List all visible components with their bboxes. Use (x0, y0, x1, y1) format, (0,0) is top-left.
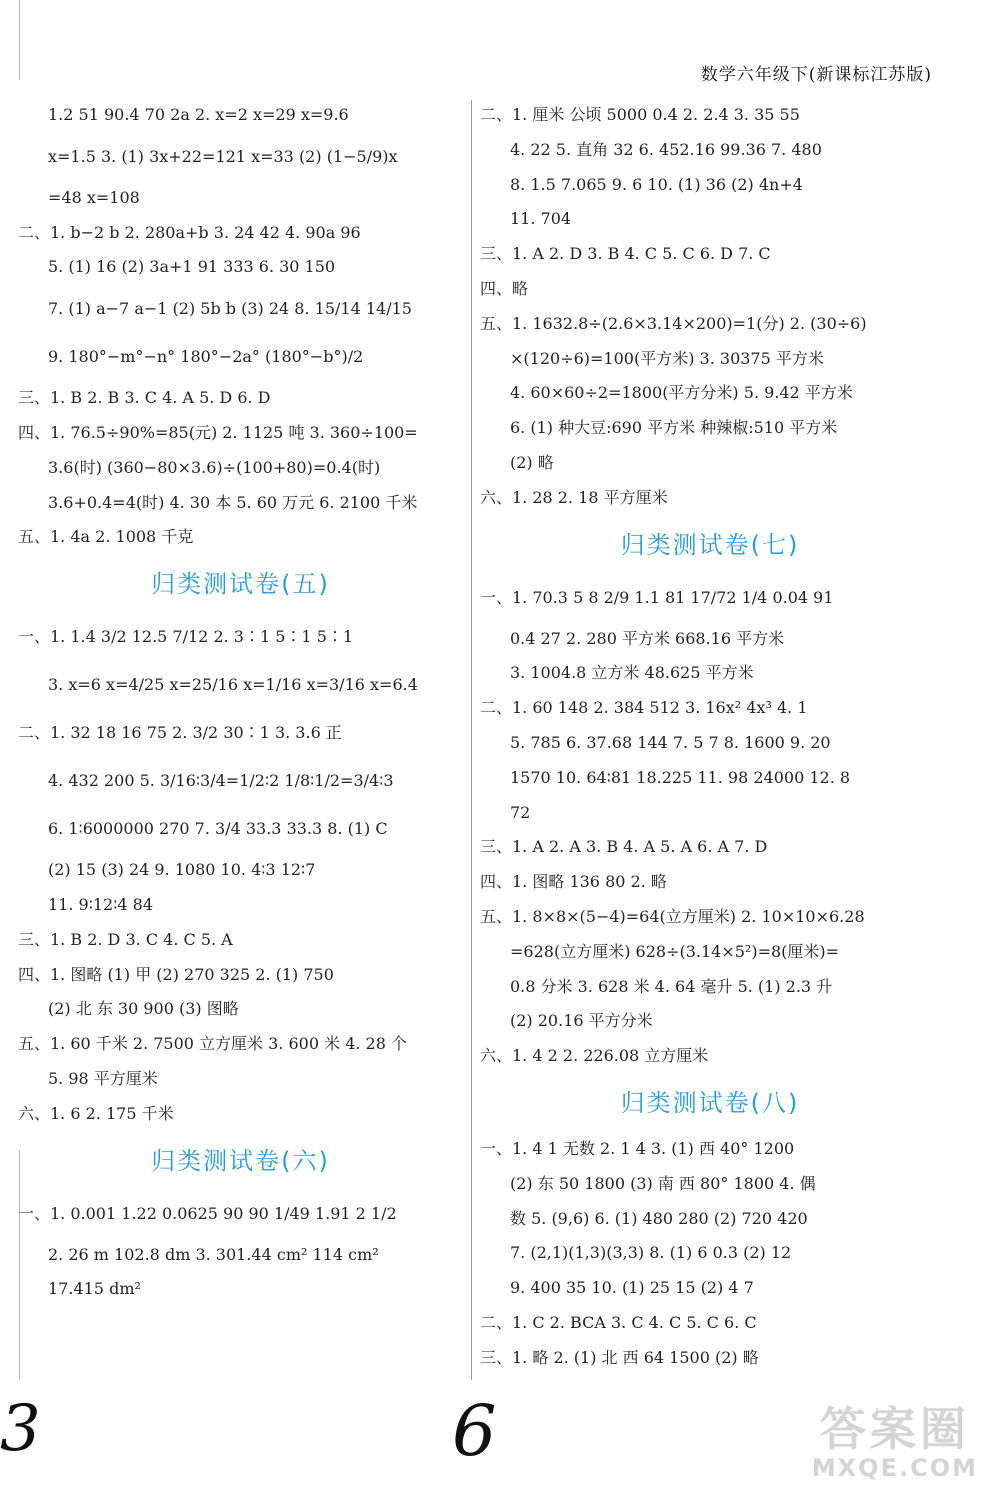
section-title: 归类测试卷(七) (620, 530, 800, 559)
answer-line: 4. 60×60÷2=1800(平方分米) 5. 9.42 平方米 (510, 383, 853, 403)
answer-line: 0.4 27 2. 280 平方米 668.16 平方米 (510, 628, 785, 648)
watermark-logo-text: 答案圈 (819, 1402, 970, 1456)
answer-line: 3.6+0.4=4(时) 4. 30 本 5. 60 万元 6. 2100 千米 (48, 492, 418, 512)
page-header: 数学六年级下(新课标江苏版) (700, 65, 932, 85)
handwritten-page-number-left: 3 (0, 1392, 41, 1466)
answer-line: (2) 15 (3) 24 9. 1080 10. 4∶3 12∶7 (48, 860, 316, 880)
answer-line: 2. 26 m 102.8 dm 3. 301.44 cm² 114 cm² (48, 1244, 379, 1264)
answer-line: 0.8 分米 3. 628 米 4. 64 毫升 5. (1) 2.3 升 (510, 976, 833, 996)
answer-line: (2) 东 50 1800 (3) 南 西 80° 1800 4. 偶 (510, 1173, 816, 1193)
answer-line: 五、1. 60 千米 2. 7500 立方厘米 3. 600 米 4. 28 个 (18, 1034, 407, 1054)
answer-line: 三、1. B 2. D 3. C 4. C 5. A (18, 929, 233, 949)
answer-line: 六、1. 28 2. 18 平方厘米 (480, 487, 668, 507)
handwritten-page-number-middle: 6 (452, 1390, 497, 1472)
answer-line: 11. 9∶12∶4 84 (48, 894, 154, 914)
answer-line: 二、1. C 2. BCA 3. C 4. C 5. C 6. C (480, 1312, 757, 1332)
answer-line: 二、1. 60 148 2. 384 512 3. 16x² 4x³ 4. 1 (480, 698, 808, 718)
answer-line: 1.2 51 90.4 70 2a 2. x=2 x=29 x=9.6 (48, 105, 349, 124)
margin-line-top (19, 0, 20, 80)
answer-line: 5. 785 6. 37.68 144 7. 5 7 8. 1600 9. 20 (510, 732, 831, 752)
answer-line: 二、1. 厘米 公顷 5000 0.4 2. 2.4 3. 35 55 (480, 105, 800, 124)
answer-line: 五、1. 1632.8÷(2.6×3.14×200)=1(分) 2. (30÷6) (480, 313, 867, 333)
answer-line: 六、1. 4 2 2. 226.08 立方厘米 (480, 1046, 709, 1066)
answer-line: 1570 10. 64∶81 18.225 11. 98 24000 12. 8 (510, 767, 851, 787)
answer-line: 17.415 dm² (48, 1279, 141, 1299)
answer-line: 五、1. 8×8×(5−4)=64(立方厘米) 2. 10×10×6.28 (480, 906, 865, 926)
answer-line: 一、1. 1.4 3/2 12.5 7/12 2. 3∶1 5∶1 5∶1 (18, 627, 354, 647)
answer-line: ×(120÷6)=100(平方米) 3. 30375 平方米 (510, 348, 824, 368)
answer-line: 6. (1) 种大豆:690 平方米 种辣椒:510 平方米 (510, 418, 838, 438)
answer-line: 三、1. A 2. A 3. B 4. A 5. A 6. A 7. D (480, 837, 768, 857)
section-title: 归类测试卷(八) (620, 1088, 800, 1117)
answer-line: 五、1. 4a 2. 1008 千克 (18, 527, 194, 547)
answer-line: (2) 北 东 30 900 (3) 图略 (48, 999, 239, 1019)
answer-line: 11. 704 (510, 209, 572, 229)
answer-line: 7. (1) a−7 a−1 (2) 5b b (3) 24 8. 15/14 14/15 (48, 299, 412, 319)
answer-line: =48 x=108 (48, 187, 140, 207)
answer-line: 8. 1.5 7.065 9. 6 10. (1) 36 (2) 4n+4 (510, 174, 803, 194)
answer-line: 三、1. B 2. B 3. C 4. A 5. D 6. D (18, 388, 271, 408)
watermark (812, 1403, 978, 1481)
answer-line: 一、1. 4 1 无数 2. 1 4 3. (1) 西 40° 1200 (480, 1138, 795, 1158)
section-title: 归类测试卷(五) (151, 570, 330, 599)
answer-line: 一、1. 0.001 1.22 0.0625 90 90 1/49 1.91 2 1/2 (18, 1203, 397, 1223)
answer-line: 3. 1004.8 立方米 48.625 平方米 (510, 663, 754, 683)
answer-line: 一、1. 70.3 5 8 2/9 1.1 81 17/72 1/4 0.04 91 (480, 587, 834, 607)
answer-line: 6. 1∶6000000 270 7. 3/4 33.3 33.3 8. (1) C (48, 819, 388, 839)
answer-line: 四、1. 图略 (1) 甲 (2) 270 325 2. (1) 750 (18, 964, 334, 984)
answer-line: 72 (510, 802, 531, 822)
answer-line: 4. 432 200 5. 3/16∶3/4=1/2∶2 1/8∶1/2=3/4∶3 (48, 771, 394, 791)
answer-line: 9. 180°−m°−n° 180°−2a° (180°−b°)/2 (48, 347, 364, 367)
answer-line: 二、1. 32 18 16 75 2. 3/2 30∶1 3. 3.6 正 (18, 723, 342, 743)
right-column (480, 98, 940, 1376)
answer-line: 3. x=6 x=4/25 x=25/16 x=1/16 x=3/16 x=6.4 (48, 675, 418, 695)
left-column (18, 98, 463, 1307)
watermark-url: MXQE.COM (811, 1454, 978, 1482)
answer-line: 三、1. 略 2. (1) 北 西 64 1500 (2) 略 (480, 1347, 759, 1367)
section-title: 归类测试卷(六) (151, 1146, 330, 1175)
answer-line: 三、1. A 2. D 3. B 4. C 5. C 6. D 7. C (480, 244, 771, 264)
answer-line: 7. (2,1)(1,3)(3,3) 8. (1) 6 0.3 (2) 12 (510, 1243, 792, 1263)
answer-line: (2) 略 (510, 452, 554, 472)
answer-line: 5. (1) 16 (2) 3a+1 91 333 6. 30 150 (48, 257, 336, 277)
answer-line: 四、略 (480, 278, 529, 298)
answer-line: =628(立方厘米) 628÷(3.14×5²)=8(厘米)= (510, 941, 840, 961)
answer-line: 六、1. 6 2. 175 千米 (18, 1103, 174, 1123)
answer-line: x=1.5 3. (1) 3x+22=121 x=33 (2) (1−5/9)x (48, 146, 398, 166)
answer-line: 二、1. b−2 b 2. 280a+b 3. 24 42 4. 90a 96 (18, 222, 361, 242)
answer-line: 4. 22 5. 直角 32 6. 452.16 99.36 7. 480 (510, 139, 822, 159)
answer-line: (2) 20.16 平方分米 (510, 1011, 653, 1031)
answer-line: 3.6(时) (360−80×3.6)÷(100+80)=0.4(时) (48, 457, 381, 477)
answer-line: 四、1. 图略 136 80 2. 略 (480, 872, 667, 892)
answer-line: 数 5. (9,6) 6. (1) 480 280 (2) 720 420 (510, 1208, 808, 1228)
answer-line: 四、1. 76.5÷90%=85(元) 2. 1125 吨 3. 360÷100= (18, 422, 418, 442)
column-divider (471, 100, 472, 1380)
answer-line: 9. 400 35 10. (1) 25 15 (2) 4 7 (510, 1278, 754, 1298)
answer-line: 5. 98 平方厘米 (48, 1068, 158, 1088)
